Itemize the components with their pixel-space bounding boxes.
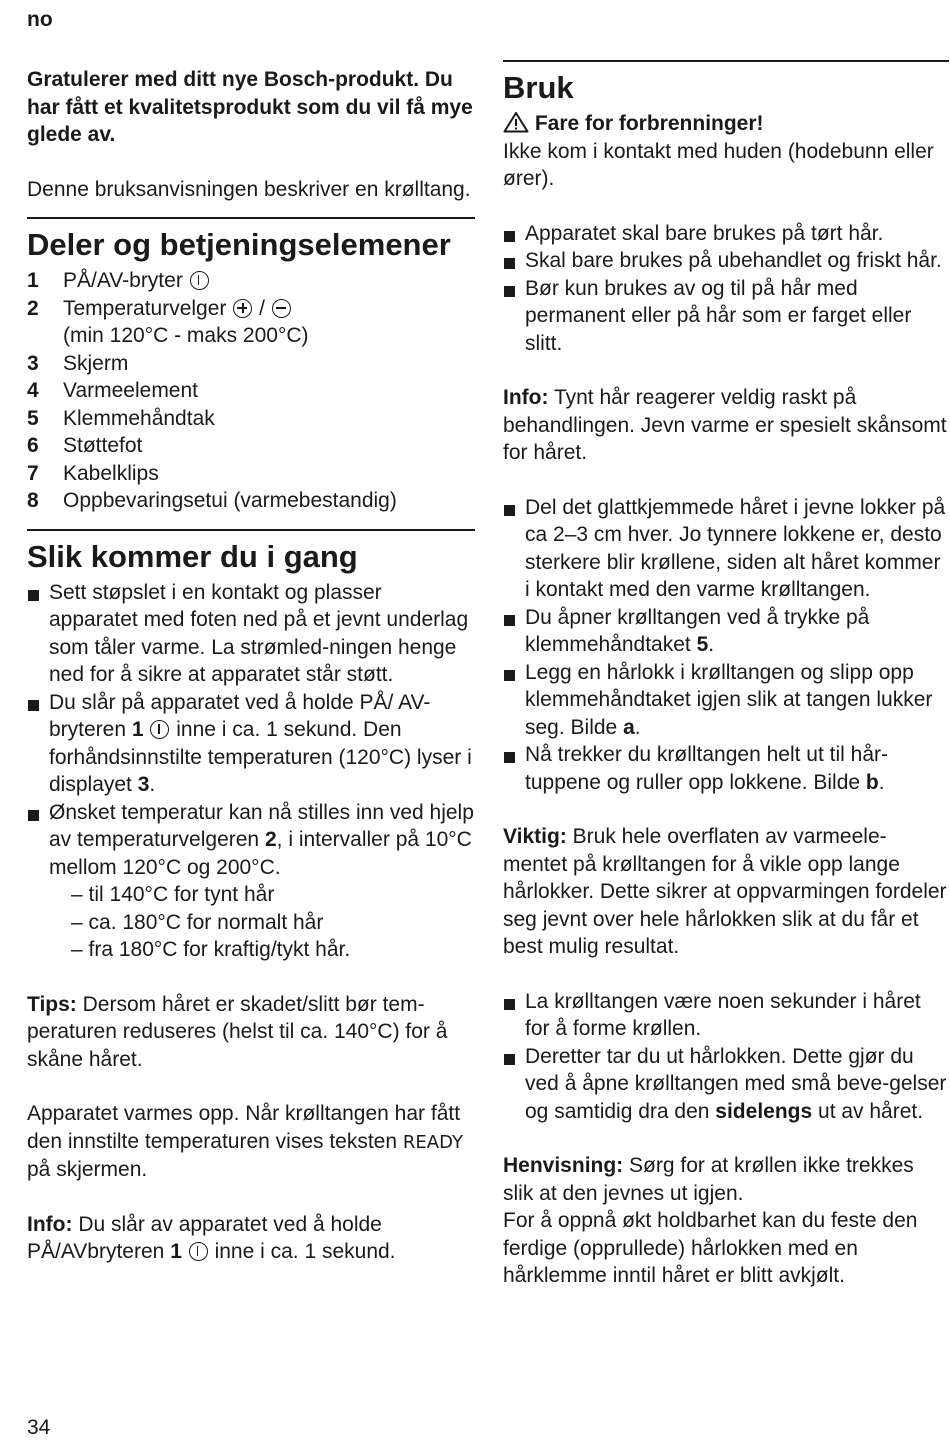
parts-item [27, 405, 475, 433]
ref-number: 3 [137, 773, 150, 796]
note-paragraph [503, 1152, 949, 1207]
info-text: inne i ca. 1 sekund. [214, 1240, 396, 1263]
separator: / [259, 296, 265, 320]
parts-item-number: 2 [27, 296, 39, 320]
left-column [27, 66, 475, 1266]
parts-item [27, 377, 475, 405]
parts-item-label: Temperaturvelger [63, 296, 227, 320]
warning-icon [503, 111, 529, 133]
ready-text: READY [402, 1131, 463, 1153]
parts-item-label: Oppbevaringsetui (varmebestandig) [63, 489, 397, 512]
info-paragraph [27, 1211, 475, 1266]
section-divider [27, 217, 475, 219]
usage-bullets [503, 220, 949, 358]
list-item [503, 741, 949, 796]
list-item-text: Nå trekker du krølltangen helt ut til hår-tuppene og ruller opp lokkene. Bilde [525, 743, 888, 794]
ref-number: 5 [696, 633, 709, 656]
parts-item-number: 3 [27, 351, 39, 375]
tips-text: Dersom håret er skadet/slitt bør tem-peraturen reduseres (helst til ca. 140°C) for å skåne håret. [27, 992, 448, 1071]
parts-item-label: PÅ/AV-bryter [63, 269, 183, 292]
list-item: La krølltangen være noen sekunder i håret for å forme krøllen. [503, 988, 949, 1043]
info-label: Info: [503, 386, 549, 409]
parts-list [27, 267, 475, 515]
plus-icon [233, 299, 252, 318]
parts-item [27, 295, 475, 350]
parts-item-label: Skjerm [63, 351, 129, 375]
parts-item-label: Varmeelement [63, 379, 199, 402]
warning-text: Ikke kom i kontakt med huden (hodebunn eller ører). [503, 139, 934, 190]
warning-title [503, 110, 949, 138]
list-item-text: Ønsket temperatur kan nå stilles inn ved hjelp av temperaturvelgeren [49, 800, 474, 851]
parts-item-number: 1 [27, 269, 39, 292]
tips-paragraph [27, 991, 475, 1074]
list-item-text: inne i ca. 1 sekund. Den forhåndsinnstilte temperaturen (120°C) lyser i displayet [49, 718, 472, 796]
info-label: Info: [27, 1212, 73, 1236]
punctuation: . [708, 633, 715, 656]
list-item-text: Du åpner krølltangen ved å trykke på klemmehåndtaket [525, 605, 870, 656]
ref-number: 1 [170, 1240, 182, 1263]
warning-title-text: Fare for forbrenninger! [534, 112, 764, 135]
dash-item: – til 140°C for tynt hår [71, 883, 275, 906]
tips-label: Tips: [27, 992, 77, 1016]
parts-item-number: 4 [27, 379, 39, 402]
finish-steps [503, 988, 949, 1126]
emphasis: sidelengs [715, 1099, 813, 1123]
note-text: Sørg for at krøllen ikke trekkes slik at den jevnes ut igjen. [503, 1154, 914, 1205]
figure-ref: b [865, 770, 879, 794]
parts-item-label: Klemmehåndtak [63, 406, 215, 430]
power-icon [150, 720, 169, 739]
power-icon [190, 271, 209, 290]
dash-item: – ca. 180°C for normalt hår [71, 910, 324, 934]
list-item: Skal bare brukes på ubehandlet og friskt hår. [503, 247, 949, 275]
heating-text: Apparatet varmes opp. Når krølltangen har fått den innstilte temperaturen vises teksten [27, 1102, 461, 1153]
list-item: Del det glattkjemmede håret i jevne lokker på ca 2–3 cm hver. Jo tynnere lokkene er, desto sterkere blir krøllene, siden alt håret kommer i kontakt med den varme krølltangen. [503, 494, 949, 604]
parts-heading: Deler og betjeningselemener [27, 227, 451, 262]
dash-item: – fra 180°C for kraftig/tykt hår. [71, 938, 351, 961]
list-item-text: Legg en hårlokk i krølltangen og slipp opp klemmehåndtaket igjen slik at tangen lukker seg. Bilde [525, 660, 933, 739]
list-item [503, 1043, 949, 1126]
figure-ref: a [623, 715, 635, 739]
parts-item-label: Kabelklips [63, 461, 159, 485]
list-item [27, 689, 475, 799]
list-item [503, 604, 949, 659]
parts-item [27, 432, 475, 460]
language-code: no [27, 8, 53, 31]
section-divider [27, 529, 475, 531]
punctuation: . [634, 715, 641, 739]
note-paragraph-2: For å oppnå økt holdbarhet kan du feste den ferdige (opprullede) hårlokken med en hårklemme inntil håret er blitt avkjølt. [503, 1209, 918, 1287]
parts-item-sub: (min 120°C - maks 200°C) [63, 324, 309, 347]
important-text: Bruk hele overflaten av varmeele-mentet på krølltangen for å vikle opp lange hårlokker. Dette sikrer at oppvarmingen fordeler seg jevnt over hele hårlokken slik at du får et best mulig resultat. [503, 825, 947, 958]
right-column [503, 60, 949, 1290]
parts-item [27, 487, 475, 515]
important-paragraph [503, 823, 949, 961]
page-number: 34 [27, 1416, 51, 1439]
use-heading: Bruk [503, 70, 574, 105]
parts-item-number: 8 [27, 489, 39, 512]
note-label: Henvisning: [503, 1154, 624, 1177]
list-item [503, 659, 949, 742]
ref-number: 1 [131, 718, 144, 741]
info-text: Tynt hår reagerer veldig raskt på behandlingen. Jevn varme er spesielt skånsomt for håret. [503, 386, 947, 464]
list-item-text: Du slår på apparatet ved å holde PÅ/ AV-bryteren [49, 690, 431, 741]
parts-item [27, 460, 475, 488]
temperature-list [49, 881, 475, 964]
heating-text: på skjermen. [27, 1158, 148, 1181]
list-item-text: Sett støpslet i en kontakt og plasser apparatet med foten ned på et jevnt underlag som tåler varme. La strømled-ningen henge ned for å sikre at apparatet står støtt. [49, 580, 469, 686]
punctuation: . [878, 770, 885, 794]
power-icon [189, 1242, 208, 1261]
minus-icon [272, 299, 291, 318]
parts-item-number: 6 [27, 434, 39, 457]
list-item-text: , i intervaller på 10°C mellom 120°C og 200°C. [49, 828, 472, 879]
list-item-text: ut av håret. [818, 1099, 924, 1123]
list-item [27, 579, 475, 689]
ref-number: 2 [264, 828, 277, 851]
list-item: Bør kun brukes av og til på hår med permanent eller på hår som er farget eller slitt. [503, 275, 949, 358]
list-item: Apparatet skal bare brukes på tørt hår. [503, 220, 949, 248]
parts-item [27, 267, 475, 295]
curling-steps [503, 494, 949, 797]
info-paragraph [503, 384, 949, 467]
intro-bold: Gratulerer med ditt nye Bosch-produkt. Du har fått et kvalitetsprodukt som du vil få mye glede av. [27, 68, 473, 146]
list-item-text: Deretter tar du ut hårlokken. Dette gjør du ved å åpne krølltangen med små beve-gelser og samtidig dra den [525, 1044, 947, 1123]
start-heading: Slik kommer du i gang [27, 538, 358, 574]
parts-item [27, 350, 475, 378]
list-item [27, 799, 475, 964]
start-bullets [27, 579, 475, 964]
important-label: Viktig: [503, 825, 567, 848]
heating-paragraph [27, 1100, 475, 1184]
parts-item-number: 5 [27, 406, 39, 430]
punctuation: . [149, 773, 156, 796]
intro-text: Denne bruksanvisningen beskriver en krølltang. [27, 177, 471, 201]
parts-item-number: 7 [27, 461, 39, 485]
section-divider [503, 60, 949, 62]
parts-item-label: Støttefot [63, 434, 143, 457]
info-text: Du slår av apparatet ved å holde PÅ/AVbryteren [27, 1212, 382, 1263]
